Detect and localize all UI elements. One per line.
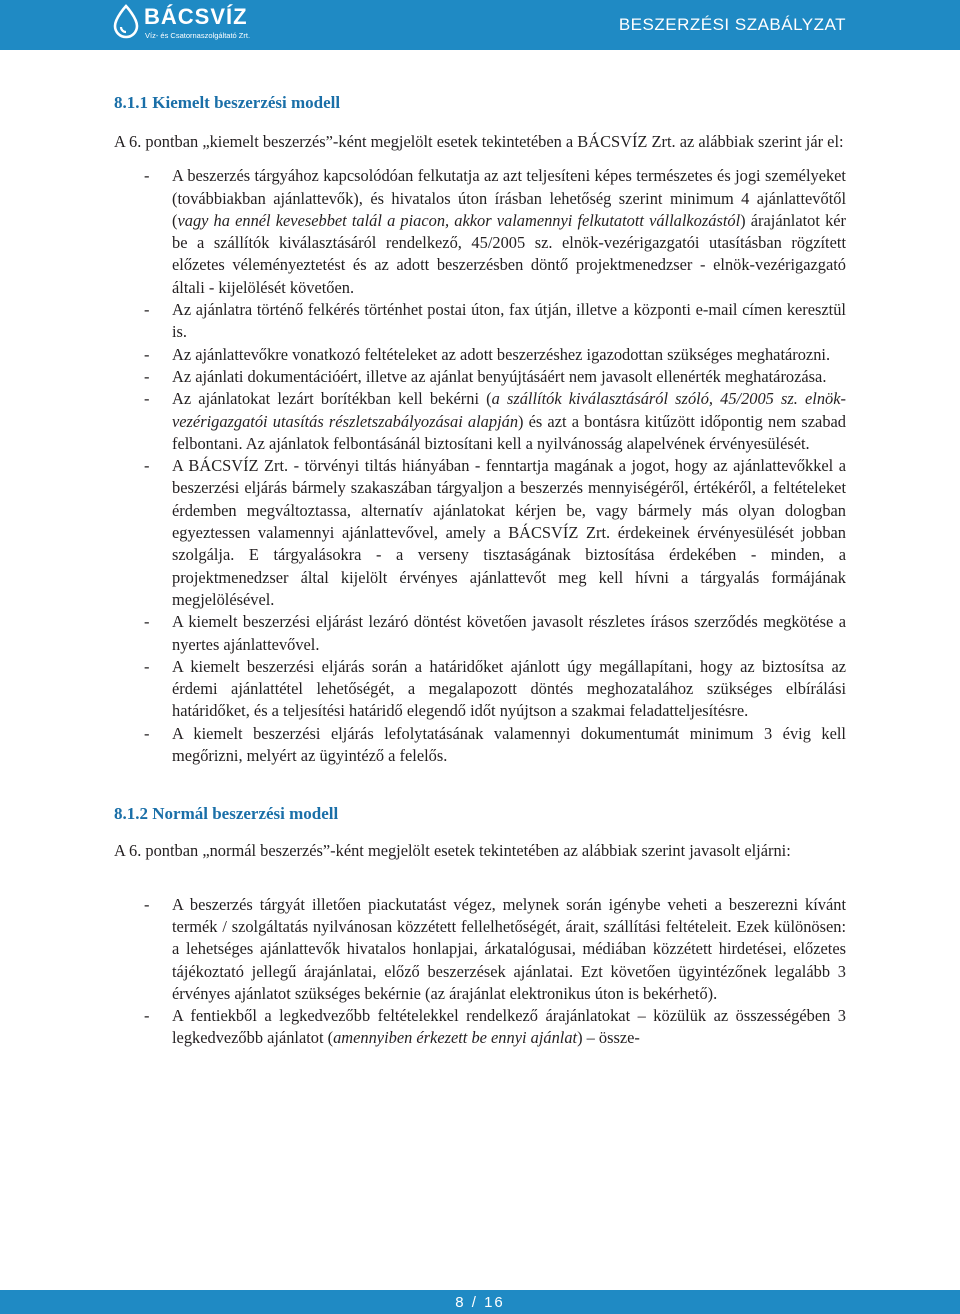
page-number: 8 / 16 bbox=[455, 1294, 505, 1311]
item-text: Az ajánlatra történő felkérés történhet postai úton, fax útján, illetve a központi e-mail címen keresztül is. bbox=[172, 300, 846, 342]
list-item bbox=[114, 723, 846, 768]
page-footer bbox=[0, 1290, 960, 1314]
item-text: ) és azt a bontásra kitűzött időpontig nem szabad felbontani. Az ajánlatok felbontásánál biztosítani kell a nyilvánosság alapelvének érvényesülését. bbox=[172, 411, 846, 453]
item-text: A fentiekből a legkedvezőbb feltételekkel rendelkező árajánlatokat – közülük az összességében 3 legkedvezőbb ajánlatot ( bbox=[172, 1006, 846, 1048]
item-text-italic: a szállítók kiválasztásáról szóló, 45/2005 sz. elnök-vezérigazgatói utasítás részletszabályozásai alapján bbox=[172, 389, 846, 431]
list-item bbox=[114, 299, 846, 344]
list-item bbox=[114, 366, 846, 388]
item-text: A BÁCSVÍZ Zrt. - törvényi tiltás hiányában - fenntartja magának a jogot, hogy az ajánlattevőkkel a beszerzési eljárás bármely szakaszában tárgyaljon a beszerzés mennyiségéről, értékéről, a feltételeket érdemben megváltoztassa, alternatív ajánlatokat kérjen be, vagy bármely más olyan dologban egyeztessen valamennyi ajánlattevővel, amely a BÁCSVÍZ Zrt. érdekeinek érvényesülését jobban szolgálja. E tárgyalásokra - a verseny tisztaságának biztosítása érdekében - minden, a projektmenedzser által kijelölt érvényes ajánlattevőt meg kell hívni a tárgyalás formájának megjelölésével. bbox=[172, 456, 846, 609]
bacsviz-logo bbox=[112, 3, 262, 45]
bullet-list-normal bbox=[114, 894, 846, 1050]
logo-text: BÁCSVÍZ bbox=[144, 4, 248, 29]
item-text: A kiemelt beszerzési eljárást lezáró döntést követően javasolt részletes írásos szerződés megkötése a nyertes ajánlattevővel. bbox=[172, 612, 846, 654]
document-title: BESZERZÉSI SZABÁLYZAT bbox=[618, 15, 846, 34]
item-text-italic: amennyiben érkezett be ennyi ajánlat bbox=[333, 1028, 578, 1048]
section-intro-normal: A 6. pontban „normál beszerzés”-ként megjelölt esetek tekintetében az alábbiak szerint javasolt eljárni: bbox=[114, 841, 791, 861]
list-item bbox=[114, 1005, 846, 1050]
section-heading-kiemelt: 8.1.1 Kiemelt beszerzési modell bbox=[114, 93, 341, 112]
item-text: A beszerzés tárgyához kapcsolódóan felkutatja az azt teljesíteni képes természetes és jogi személyeket (továbbiakban ajánlattevők), és hivatalos úton írásban lehetőség szerint minimum 4 ajánlattevőtől ( bbox=[172, 166, 846, 230]
item-text: A beszerzés tárgyát illetően piackutatást végez, melynek során igénybe veheti a beszerezni kívánt termék / szolgáltatás nyilvánosan közzétett fellelhetőségét, árait, szállítási feltételeit. Ezek különösen: a lehetséges ajánlattevők hivatalos honlapjai, árkatalógusai, médiában közzétett hirdetései, előzetes tájékoztató jellegű árajánlatai, előző beszerzések ajánlatai. Ezt követően ügyintézőnek legalább 3 érvényes ajánlatot szükséges bekérnie (az árajánlat elektronikus úton is bekérhető). bbox=[172, 894, 846, 1003]
list-item bbox=[114, 388, 846, 455]
section-heading-normal: 8.1.2 Normál beszerzési modell bbox=[114, 804, 339, 824]
item-text: Az ajánlati dokumentációért, illetve az ajánlat benyújtásáért nem javasolt ellenérték meghatározása. bbox=[172, 366, 827, 386]
water-drop-logo-icon bbox=[112, 4, 140, 40]
page-header bbox=[0, 0, 960, 50]
item-text: ) – össze- bbox=[577, 1028, 640, 1048]
item-text: A kiemelt beszerzési eljárás lefolytatásának valamennyi dokumentumát minimum 3 évig kell megőrizni, melyért az ügyintéző a felelős. bbox=[172, 723, 846, 766]
item-text: A kiemelt beszerzési eljárás során a határidőket ajánlott úgy megállapítani, hogy az biztosítsa az érdemi ajánlattétel lehetőségét, a megalapozott döntés meghozatalához szükséges elbírálási határidőket, és a teljesítési határidő elegendő időt nyújtson a szakmai feladatteljesítésre. bbox=[172, 656, 846, 721]
document-body bbox=[114, 92, 846, 1050]
item-text: ) árajánlatot kér be a szállítók kiválasztásáról rendelkező, 45/2005 sz. elnök-vezérigazgatói utasításban rögzített előzetes véleményeztetést és az adott beszerzésben döntő projektmenedzser - elnök-vezérigazgató általi - kijelölését követően. bbox=[172, 210, 846, 297]
bullet-list-kiemelt bbox=[114, 165, 846, 767]
list-item bbox=[114, 455, 846, 611]
list-item bbox=[114, 611, 846, 656]
list-item bbox=[114, 165, 846, 299]
item-text: Az ajánlattevőkre vonatkozó feltételeket az adott beszerzéshez igazodottan szükséges meghatározni. bbox=[172, 344, 831, 364]
section-intro-kiemelt: A 6. pontban „kiemelt beszerzés”-ként megjelölt esetek tekintetében a BÁCSVÍZ Zrt. az alábbiak szerint jár el: bbox=[114, 132, 844, 151]
item-text-italic: vagy ha ennél kevesebbet talál a piacon, akkor valamennyi felkutatott vállalkozástól bbox=[177, 210, 741, 230]
list-item bbox=[114, 894, 846, 1005]
item-text: Az ajánlatokat lezárt borítékban kell bekérni ( bbox=[172, 389, 492, 409]
list-item bbox=[114, 344, 846, 366]
logo-subtext: Víz- és Csatornaszolgáltató Zrt. bbox=[145, 31, 251, 40]
list-item bbox=[114, 656, 846, 723]
